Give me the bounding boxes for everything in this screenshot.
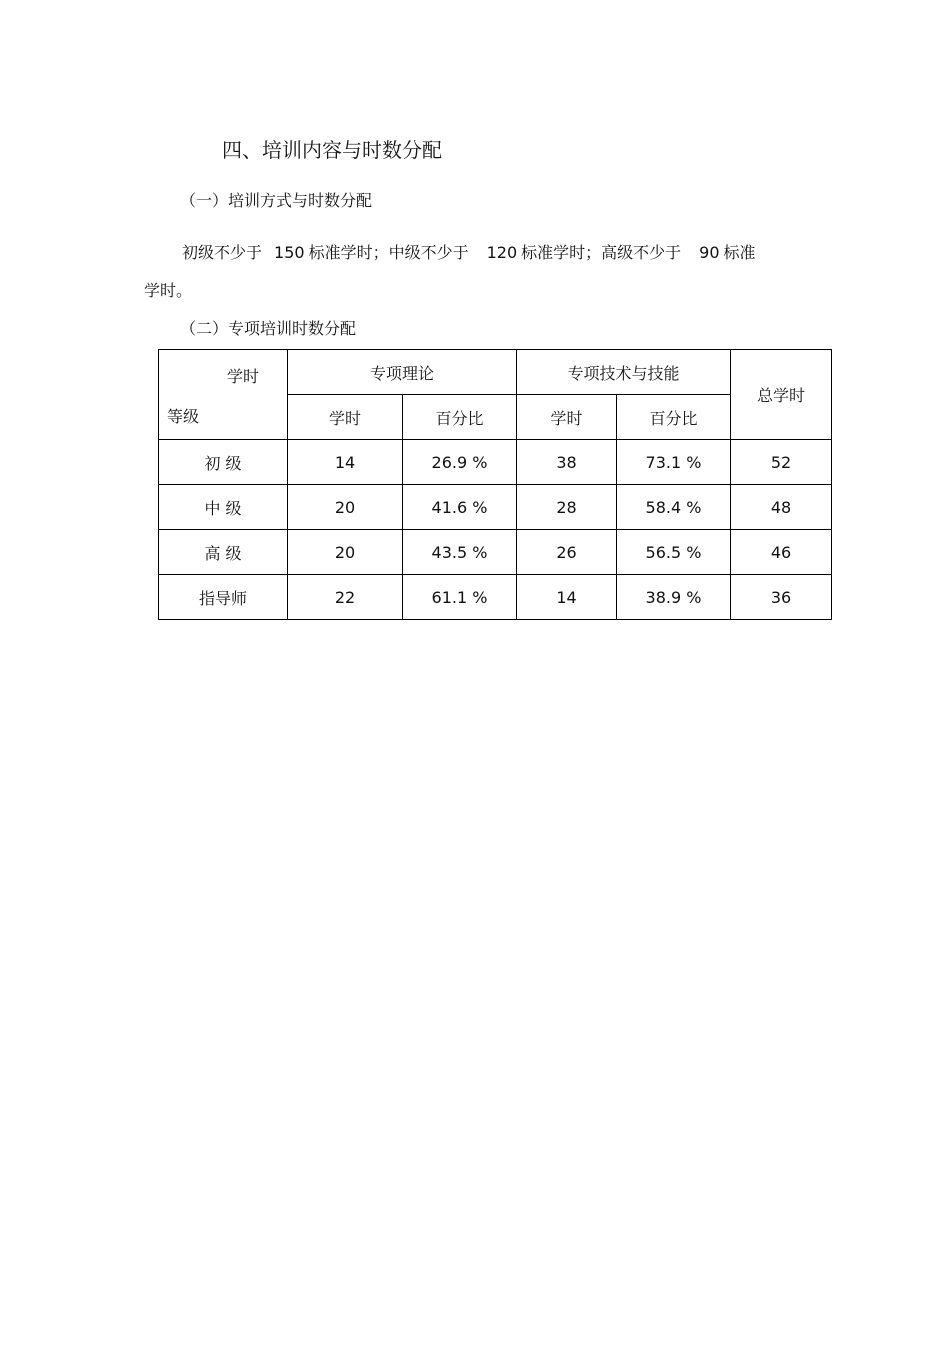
table-row [159, 440, 832, 485]
total-hours-cell: 36 [731, 575, 832, 620]
total-hours-cell: 46 [731, 530, 832, 575]
group-header-theory: 专项理论 [288, 350, 517, 395]
subheader-theory-percent: 百分比 [403, 395, 517, 440]
skill-percent-cell: 73.1 % [617, 440, 731, 485]
paragraph-line-2: 学时。 [144, 281, 193, 300]
theory-hours-cell: 20 [288, 530, 403, 575]
skill-percent-cell: 56.5 % [617, 530, 731, 575]
value-advanced-hours: 90 [699, 243, 720, 262]
theory-hours-cell: 22 [288, 575, 403, 620]
skill-hours-cell: 14 [517, 575, 617, 620]
skill-hours-cell: 28 [517, 485, 617, 530]
subheader-theory-hours: 学时 [288, 395, 403, 440]
subheader-skill-hours: 学时 [517, 395, 617, 440]
table-header-row [159, 350, 832, 395]
corner-label-hours: 学时 [226, 367, 259, 386]
table-row [159, 530, 832, 575]
subheader-skill-percent: 百分比 [617, 395, 731, 440]
total-hours-cell: 48 [731, 485, 832, 530]
total-hours-cell: 52 [731, 440, 832, 485]
corner-label-level: 等级 [167, 407, 200, 426]
theory-percent-cell: 26.9 % [403, 440, 517, 485]
text-fragment: 标准学时；中级不少于 [308, 243, 469, 262]
total-hours-header: 总学时 [731, 350, 832, 440]
table-row [159, 575, 832, 620]
level-cell: 指导师 [159, 575, 288, 620]
subsection-title-training-method: （一）培训方式与时数分配 [180, 191, 373, 210]
text-fragment: 标准 [723, 243, 756, 262]
level-cell: 中 级 [159, 485, 288, 530]
theory-hours-cell: 14 [288, 440, 403, 485]
subsection-title-special-training: （二）专项培训时数分配 [180, 319, 357, 338]
skill-percent-cell: 38.9 % [617, 575, 731, 620]
skill-percent-cell: 58.4 % [617, 485, 731, 530]
level-cell: 高 级 [159, 530, 288, 575]
hours-distribution-table [158, 349, 832, 620]
group-header-skills: 专项技术与技能 [517, 350, 731, 395]
theory-percent-cell: 41.6 % [403, 485, 517, 530]
theory-percent-cell: 43.5 % [403, 530, 517, 575]
corner-header-cell [159, 350, 288, 440]
theory-percent-cell: 61.1 % [403, 575, 517, 620]
text-fragment: 初级不少于 [182, 243, 263, 262]
value-intermediate-hours: 120 [486, 243, 518, 262]
section-heading: 四、培训内容与时数分配 [222, 138, 442, 162]
table-row [159, 485, 832, 530]
text-fragment: 标准学时；高级不少于 [521, 243, 682, 262]
training-hours-paragraph [144, 234, 809, 310]
skill-hours-cell: 26 [517, 530, 617, 575]
theory-hours-cell: 20 [288, 485, 403, 530]
level-cell: 初 级 [159, 440, 288, 485]
paragraph-line-1 [144, 234, 809, 272]
skill-hours-cell: 38 [517, 440, 617, 485]
value-primary-hours: 150 [274, 243, 305, 262]
